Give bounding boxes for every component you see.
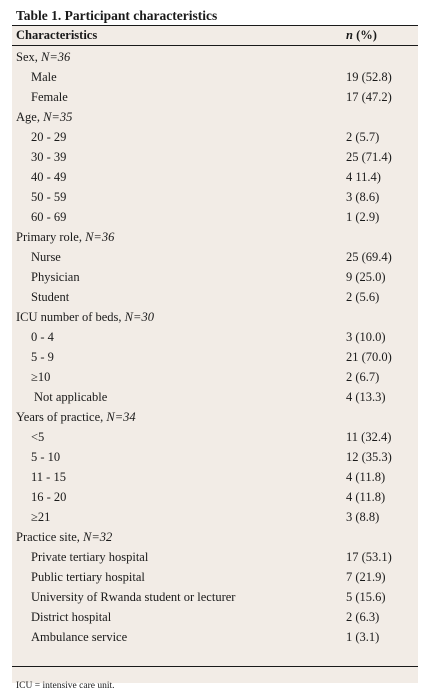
group-label xyxy=(16,227,114,247)
table-bottom-rule xyxy=(12,666,418,667)
row-value: 17 (53.1) xyxy=(346,550,392,564)
table-row xyxy=(12,487,418,507)
row-label: 40 - 49 xyxy=(31,170,67,184)
row-value: 25 (69.4) xyxy=(346,250,392,264)
row-label: 5 - 10 xyxy=(31,450,61,464)
row-value: 2 (5.6) xyxy=(346,290,380,304)
row-label: ≥21 xyxy=(31,510,51,524)
group-n: N=36 xyxy=(41,50,71,64)
table-footnote: ICU = intensive care unit. xyxy=(16,681,115,691)
table-row xyxy=(12,67,418,87)
row-value: 1 (2.9) xyxy=(346,210,380,224)
row-label: District hospital xyxy=(31,610,112,624)
row-value: 2 (6.7) xyxy=(346,370,380,384)
row-label: 30 - 39 xyxy=(31,150,67,164)
row-value: 11 (32.4) xyxy=(346,430,392,444)
group-label xyxy=(16,407,136,427)
table-header-row xyxy=(12,26,418,46)
row-label: Male xyxy=(31,70,57,84)
table-row xyxy=(12,427,418,447)
row-label: <5 xyxy=(31,430,45,444)
row-label: Public tertiary hospital xyxy=(31,570,145,584)
table-row xyxy=(12,587,418,607)
group-label xyxy=(16,307,154,327)
row-value: 17 (47.2) xyxy=(346,90,392,104)
row-label: Not applicable xyxy=(34,390,108,404)
row-value: 19 (52.8) xyxy=(346,70,392,84)
table-row xyxy=(12,507,418,527)
row-label: Physician xyxy=(31,270,80,284)
group-n: N=32 xyxy=(83,530,113,544)
row-label: Private tertiary hospital xyxy=(31,550,149,564)
row-value: 5 (15.6) xyxy=(346,590,386,604)
group-row xyxy=(12,227,418,247)
row-label: 5 - 9 xyxy=(31,350,54,364)
group-label xyxy=(16,47,70,67)
row-label: 0 - 4 xyxy=(31,330,54,344)
group-row xyxy=(12,407,418,427)
table-row xyxy=(12,247,418,267)
group-n: N=35 xyxy=(43,110,73,124)
row-label: 50 - 59 xyxy=(31,190,67,204)
group-row xyxy=(12,527,418,547)
row-value: 21 (70.0) xyxy=(346,350,392,364)
header-n-italic: n xyxy=(346,28,353,42)
table-row xyxy=(12,327,418,347)
group-label-text: Age, xyxy=(16,110,44,124)
group-row xyxy=(12,47,418,67)
row-label: Nurse xyxy=(31,250,61,264)
row-value: 2 (6.3) xyxy=(346,610,380,624)
table-row xyxy=(12,567,418,587)
table-row xyxy=(12,267,418,287)
table-body xyxy=(12,47,418,647)
group-label-text: Primary role, xyxy=(16,230,86,244)
group-n: N=36 xyxy=(85,230,115,244)
header-characteristics: Characteristics xyxy=(16,28,98,42)
row-value: 25 (71.4) xyxy=(346,150,392,164)
table-row xyxy=(12,347,418,367)
row-value: 4 (13.3) xyxy=(346,390,386,404)
row-value: 7 (21.9) xyxy=(346,570,386,584)
group-n: N=34 xyxy=(106,410,136,424)
group-label-text: Years of practice, xyxy=(16,410,107,424)
row-value: 4 (11.8) xyxy=(346,490,386,504)
group-label-text: Practice site, xyxy=(16,530,83,544)
header-n-percent xyxy=(346,28,377,43)
group-row xyxy=(12,107,418,127)
header-percent: (%) xyxy=(352,28,377,42)
table-row xyxy=(12,207,418,227)
row-label: 11 - 15 xyxy=(31,470,66,484)
group-label xyxy=(16,527,112,547)
group-n: N=30 xyxy=(124,310,154,324)
row-value: 2 (5.7) xyxy=(346,130,380,144)
table-row xyxy=(12,167,418,187)
table-row xyxy=(12,547,418,567)
row-label: Ambulance service xyxy=(31,630,128,644)
table-row xyxy=(12,627,418,647)
table-title: Table 1. Participant characteristics xyxy=(16,8,218,23)
table-row xyxy=(12,607,418,627)
row-label: University of Rwanda student or lecturer xyxy=(31,590,236,604)
table-row xyxy=(12,127,418,147)
group-label-text: Sex, xyxy=(16,50,41,64)
row-label: Female xyxy=(31,90,68,104)
row-value: 3 (10.0) xyxy=(346,330,386,344)
characteristics-table xyxy=(12,25,418,691)
row-value: 12 (35.3) xyxy=(346,450,392,464)
row-label: Student xyxy=(31,290,70,304)
row-label: 16 - 20 xyxy=(31,490,67,504)
group-row xyxy=(12,307,418,327)
row-value: 4 11.4) xyxy=(346,170,381,184)
table-row xyxy=(12,367,418,387)
row-value: 3 (8.6) xyxy=(346,190,380,204)
row-value: 1 (3.1) xyxy=(346,630,380,644)
table-row xyxy=(12,447,418,467)
group-label-text: ICU number of beds, xyxy=(16,310,125,324)
table-row xyxy=(12,187,418,207)
row-value: 9 (25.0) xyxy=(346,270,386,284)
table-row xyxy=(12,287,418,307)
row-label: 60 - 69 xyxy=(31,210,67,224)
group-label xyxy=(16,107,72,127)
table-row xyxy=(12,467,418,487)
row-value: 4 (11.8) xyxy=(346,470,386,484)
table-row xyxy=(12,87,418,107)
row-label: 20 - 29 xyxy=(31,130,67,144)
row-label: ≥10 xyxy=(31,370,51,384)
table-row xyxy=(12,147,418,167)
table-row xyxy=(12,387,418,407)
row-value: 3 (8.8) xyxy=(346,510,380,524)
